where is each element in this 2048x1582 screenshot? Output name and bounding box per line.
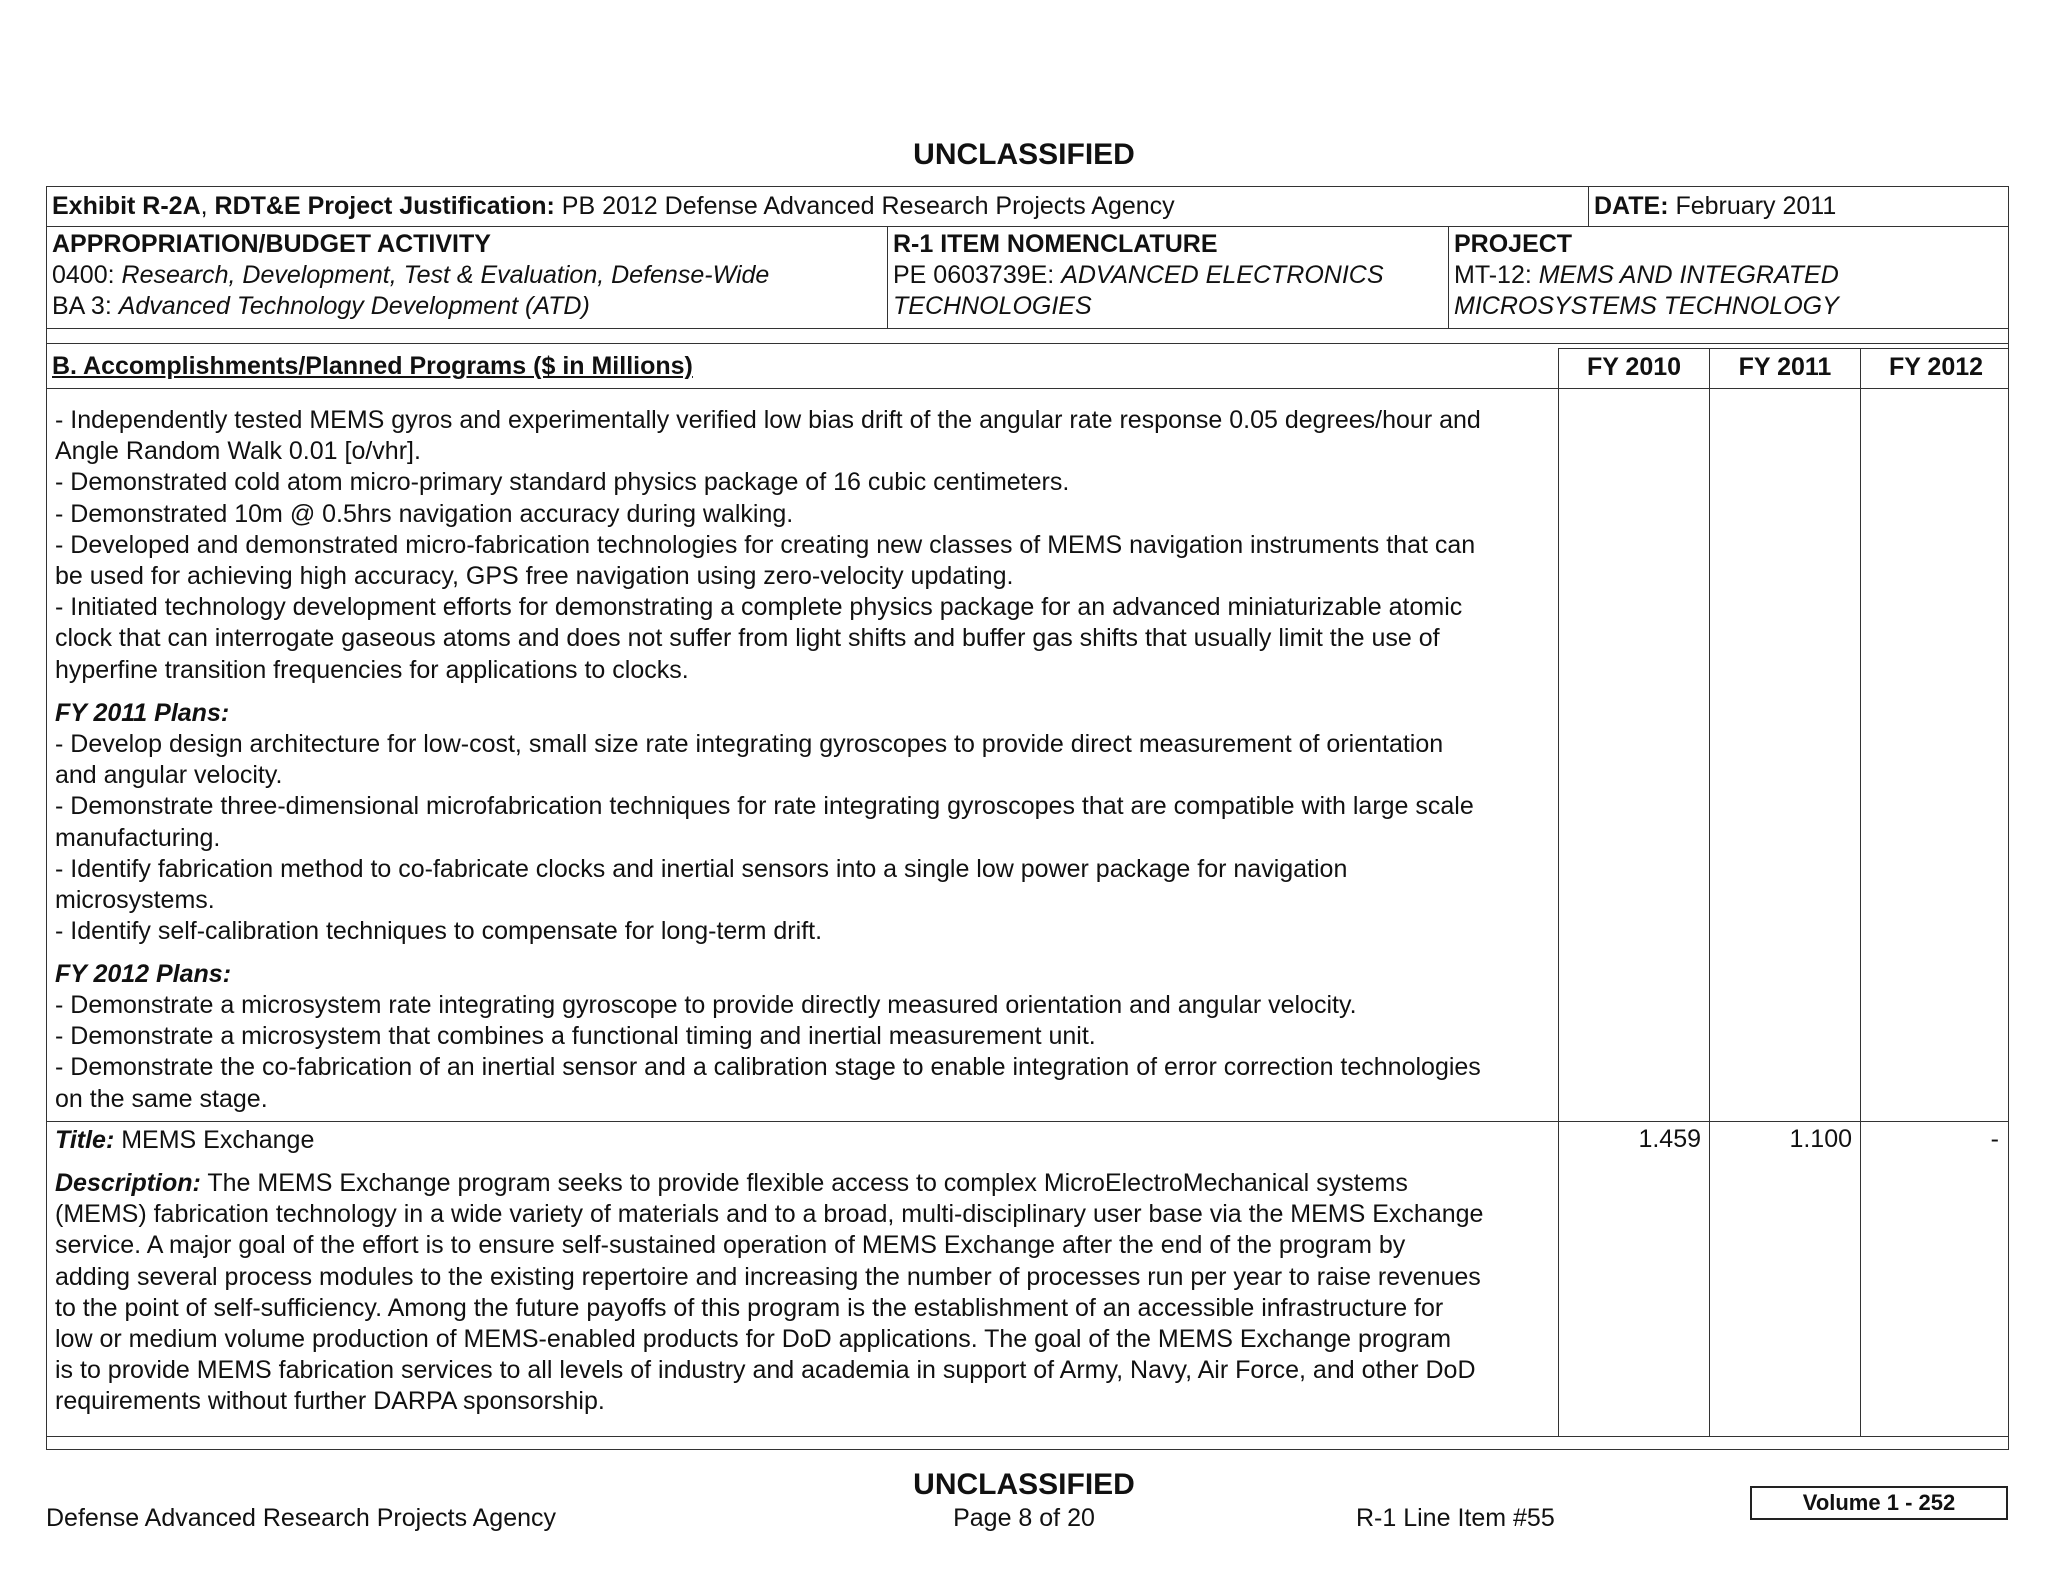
list-item: - Independently tested MEMS gyros and experimentally verified low bias drift of the angular rate response 0.05 degrees/hour and [55, 406, 1481, 434]
fy2012-plans-heading: FY 2012 Plans: [55, 960, 232, 988]
accomplishments-list [55, 405, 1481, 686]
list-item: clock that can interrogate gaseous atoms and does not suffer from light shifts and buffer gas shifts that usually limit the use of [55, 624, 1440, 653]
appropriation-label: APPROPRIATION/BUDGET ACTIVITY [52, 230, 491, 258]
list-item: - Initiated technology development efforts for demonstrating a complete physics package for an advanced miniaturizable atomic [55, 593, 1463, 622]
description-line: adding several process modules to the existing repertoire and increasing the number of processes run per year to raise revenues [55, 1262, 1481, 1291]
fy2012-plans-list [55, 990, 1481, 1115]
column-divider [1860, 348, 1861, 1436]
divider [46, 1436, 2009, 1437]
list-item: - Identify fabrication method to co-fabricate clocks and inertial sensors into a single low power package for navigation [55, 854, 1348, 883]
description-line: requirements without further DARPA sponsorship. [55, 1387, 605, 1416]
divider [46, 226, 2009, 227]
project-cell [1454, 229, 1839, 322]
r1-nomenclature-cell [893, 229, 1384, 322]
exhibit-label: Exhibit R-2A [52, 192, 201, 220]
r1-desc: ADVANCED ELECTRONICS [1061, 261, 1384, 289]
list-item: - Developed and demonstrated micro-fabrication technologies for creating new classes of MEMS navigation instruments that can [55, 530, 1476, 559]
footer-agency: Defense Advanced Research Projects Agency [46, 1504, 557, 1532]
fy2011-plans-heading: FY 2011 Plans: [55, 699, 230, 727]
exhibit-separator: , [200, 192, 215, 220]
classification-top: UNCLASSIFIED [913, 138, 1135, 171]
project-desc-cont: MICROSYSTEMS TECHNOLOGY [1454, 292, 1839, 320]
description-label: Description: [55, 1169, 201, 1197]
divider [1588, 186, 1589, 226]
divider [1558, 348, 2009, 349]
r1-code: PE 0603739E: [893, 261, 1062, 289]
program-title-label: Title: [55, 1126, 115, 1154]
list-item: - Demonstrate three-dimensional microfabrication techniques for rate integrating gyroscopes that are compatible with large scale [55, 792, 1474, 821]
divider [887, 226, 888, 328]
fy2011-plans-list [55, 729, 1474, 947]
date-label: DATE: [1594, 192, 1669, 220]
budget-activity-code: BA 3: [52, 292, 119, 320]
date-value: February 2011 [1668, 192, 1837, 220]
project-code: MT-12: [1454, 261, 1539, 289]
justification-label: RDT&E Project Justification: [214, 192, 555, 220]
program-description [55, 1168, 1483, 1418]
divider [46, 328, 2009, 329]
appropriation-cell [52, 229, 769, 322]
project-label: PROJECT [1454, 230, 1573, 258]
fy2011-header: FY 2011 [1738, 353, 1832, 381]
appropriation-desc: Research, Development, Test & Evaluation, Defense-Wide [121, 261, 770, 289]
list-item: - Demonstrate a microsystem rate integrating gyroscope to provide directly measured orientation and angular velocity. [55, 991, 1357, 1019]
fy2011-value: 1.100 [1789, 1125, 1852, 1153]
description-line: to the point of self-sufficiency. Among the future payoffs of this program is the establishment of an accessible infrastructure for [55, 1293, 1444, 1322]
list-item: Angle Random Walk 0.01 [o/vhr]. [55, 437, 421, 466]
description-line: is to provide MEMS fabrication services to all levels of industry and academia in support of Army, Navy, Air Force, and other DoD [55, 1356, 1476, 1385]
column-divider [1558, 348, 1559, 1436]
divider [46, 1121, 2009, 1122]
description-line: service. A major goal of the effort is to ensure self-sustained operation of MEMS Exchange after the end of the program by [55, 1231, 1406, 1260]
list-item: be used for achieving high accuracy, GPS free navigation using zero-velocity updating. [55, 562, 1014, 591]
exhibit-title [52, 191, 1175, 222]
divider [46, 343, 2009, 344]
fy2012-value: - [1990, 1125, 1999, 1153]
fy2012-header: FY 2012 [1888, 353, 1984, 381]
description-line: low or medium volume production of MEMS-enabled products for DoD applications. The goal of the MEMS Exchange program [55, 1325, 1452, 1354]
column-divider [1709, 348, 1710, 1436]
appropriation-code: 0400: [52, 261, 122, 289]
list-item: hyperfine transition frequencies for applications to clocks. [55, 655, 689, 684]
description-line: (MEMS) fabrication technology in a wide variety of materials and to a broad, multi-disciplinary user base via the MEMS Exchange [55, 1200, 1484, 1229]
footer-line-item: R-1 Line Item #55 [1356, 1504, 1555, 1532]
divider [1448, 226, 1449, 328]
footer-page-number: Page 8 of 20 [953, 1504, 1095, 1532]
fy2010-header: FY 2010 [1586, 353, 1682, 381]
list-item: on the same stage. [55, 1084, 268, 1113]
r1-desc-cont: TECHNOLOGIES [893, 292, 1092, 320]
r1-label: R-1 ITEM NOMENCLATURE [893, 230, 1218, 258]
list-item: - Identify self-calibration techniques to compensate for long-term drift. [55, 917, 823, 946]
list-item: - Demonstrate a microsystem that combines a functional timing and inertial measurement unit. [55, 1022, 1096, 1051]
list-item: - Demonstrated cold atom micro-primary standard physics package of 16 cubic centimeters. [55, 468, 1070, 497]
divider [46, 388, 2009, 389]
list-item: microsystems. [55, 886, 215, 915]
fy2010-value: 1.459 [1638, 1125, 1701, 1153]
project-desc: MEMS AND INTEGRATED [1538, 261, 1839, 289]
list-item: - Develop design architecture for low-cost, small size rate integrating gyroscopes to provide direct measurement of orientation [55, 730, 1444, 758]
exhibit-date [1594, 191, 1836, 222]
program-title [55, 1125, 314, 1156]
list-item: - Demonstrated 10m @ 0.5hrs navigation accuracy during walking. [55, 499, 794, 528]
program-title-value: MEMS Exchange [114, 1126, 315, 1154]
description-line: The MEMS Exchange program seeks to provide flexible access to complex MicroElectroMechanical systems [200, 1169, 1408, 1197]
budget-activity-desc: Advanced Technology Development (ATD) [118, 292, 590, 320]
list-item: - Demonstrate the co-fabrication of an inertial sensor and a calibration stage to enable integration of error correction technologies [55, 1053, 1481, 1082]
volume-badge: Volume 1 - 252 [1750, 1486, 2008, 1520]
list-item: manufacturing. [55, 823, 221, 852]
classification-bottom: UNCLASSIFIED [913, 1468, 1135, 1501]
justification-value: PB 2012 Defense Advanced Research Projects Agency [554, 192, 1175, 220]
section-title: B. Accomplishments/Planned Programs ($ in Millions) [52, 352, 693, 380]
list-item: and angular velocity. [55, 761, 283, 790]
